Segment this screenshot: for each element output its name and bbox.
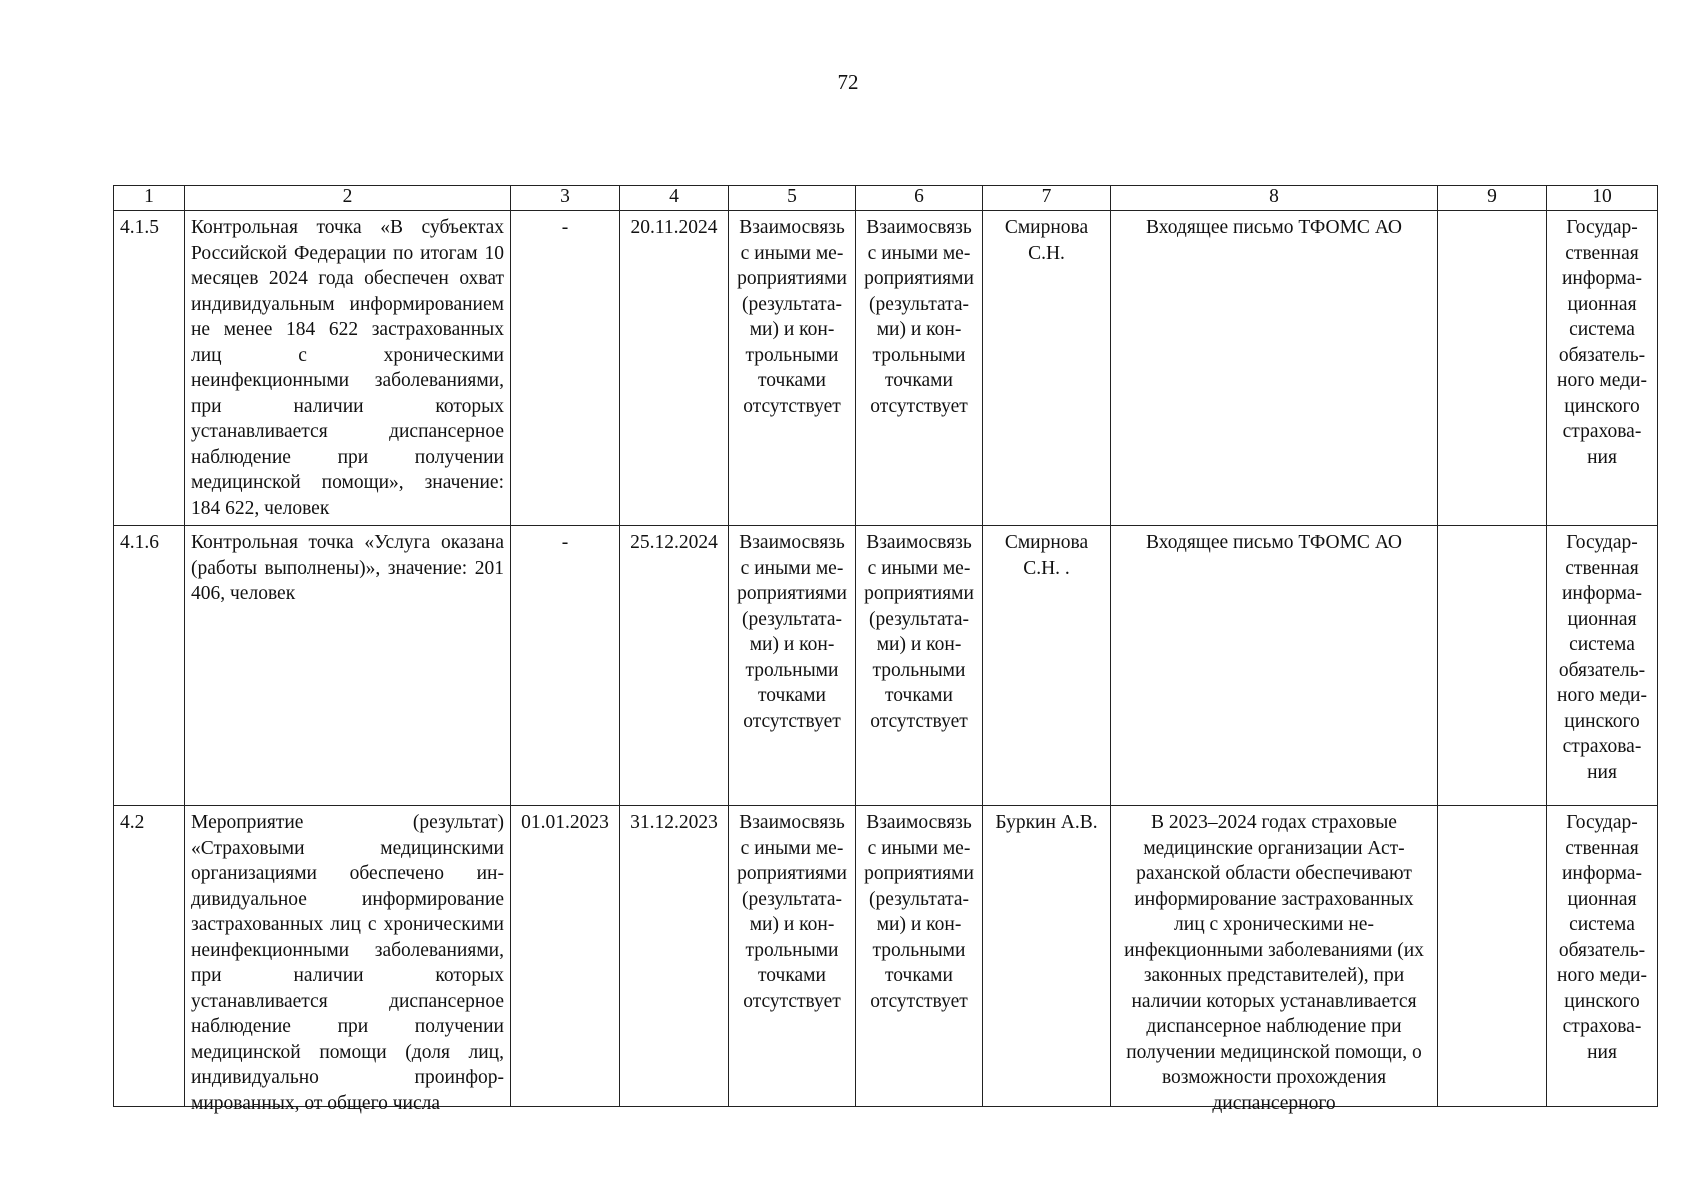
column-header: 10 (1547, 186, 1658, 211)
table-row (114, 211, 1658, 526)
row-document: В 2023–2024 годах страховые медицинские организации Астраханской области обеспечивают информирование застрахованных лиц с хроническими неинфекционными заболеваниями (их законных представителей), при наличии которых устанавливается диспансерное наблюдение при получении медицинской помощи, о возможности прохождения диспансерного (1124, 812, 1424, 1114)
column-header: 8 (1111, 186, 1438, 211)
row-relation-prev: Взаимосвязь с иными мероприятиями (результатами) и контрольными точками отсутствует (729, 211, 856, 526)
row-number: 4.1.6 (114, 526, 185, 806)
row-start-date: - (511, 526, 620, 806)
row-col9 (1438, 211, 1547, 526)
row-end-date: 31.12.2023 (620, 806, 729, 1107)
table-row (114, 806, 1658, 1107)
row-relation-next: Взаимосвязь с иными мероприятиями (результатами) и контрольными точками отсутствует (856, 211, 983, 526)
row-responsible: Смирнова С.Н. . (983, 526, 1111, 806)
row-start-date: - (511, 211, 620, 526)
row-col9 (1438, 526, 1547, 806)
row-relation-next: Взаимосвязь с иными мероприятиями (результатами) и контрольными точками отсутствует (856, 526, 983, 806)
row-description: Контрольная точка «Услуга оказана (работы выполнены)», значение: 201 406, человек (185, 526, 511, 806)
row-description: Мероприятие (результат) «Страховыми медицинскими организациями обеспечено индивидуальное информирование застрахованных лиц с хроническими неинфекционными заболеваниями, при наличии которых устанавливается диспансерное наблюдение при получении медицинской помощи (доля лиц, индивидуально проинформированных, от общего числа (191, 812, 504, 1114)
row-relation-prev: Взаимосвязь с иными мероприятиями (результатами) и контрольными точками отсутствует (729, 806, 856, 1107)
column-header: 6 (856, 186, 983, 211)
row-relation-next: Взаимосвязь с иными мероприятиями (результатами) и контрольными точками отсутствует (856, 806, 983, 1107)
row-start-date: 01.01.2023 (511, 806, 620, 1107)
page-number: 72 (837, 70, 859, 94)
row-number: 4.2 (114, 806, 185, 1107)
row-end-date: 20.11.2024 (620, 211, 729, 526)
row-col9 (1438, 806, 1547, 1107)
column-header: 7 (983, 186, 1111, 211)
row-number: 4.1.5 (114, 211, 185, 526)
column-header: 5 (729, 186, 856, 211)
row-info-system: Государственная информационная система обязательного медицинского страхования (1547, 806, 1658, 1107)
row-info-system: Государственная информационная система обязательного медицинского страхования (1547, 526, 1658, 806)
row-relation-prev: Взаимосвязь с иными мероприятиями (результатами) и контрольными точками отсутствует (729, 526, 856, 806)
column-header: 3 (511, 186, 620, 211)
row-responsible: Буркин А.В. (983, 806, 1111, 1107)
row-document: Входящее письмо ТФОМС АО (1111, 211, 1438, 526)
row-document: Входящее письмо ТФОМС АО (1111, 526, 1438, 806)
column-header: 2 (185, 186, 511, 211)
row-end-date: 25.12.2024 (620, 526, 729, 806)
plan-table (113, 185, 1658, 1114)
column-header: 1 (114, 186, 185, 211)
row-responsible: Смирнова С.Н. (983, 211, 1111, 526)
column-header: 9 (1438, 186, 1547, 211)
row-info-system: Государственная информационная система обязательного медицинского страхования (1547, 211, 1658, 526)
header-row (114, 186, 1658, 211)
column-header: 4 (620, 186, 729, 211)
row-description: Контрольная точка «В субъектах Российской Федерации по итогам 10 месяцев 2024 года обеспечен охват индивидуальным информированием не менее 184 622 застрахованных лиц с хроническими неинфекционными заболеваниями, при наличии которых устанавливается диспансерное наблюдение при получении медицинской помощи», значение: 184 622, человек (185, 211, 511, 526)
table-row (114, 526, 1658, 806)
